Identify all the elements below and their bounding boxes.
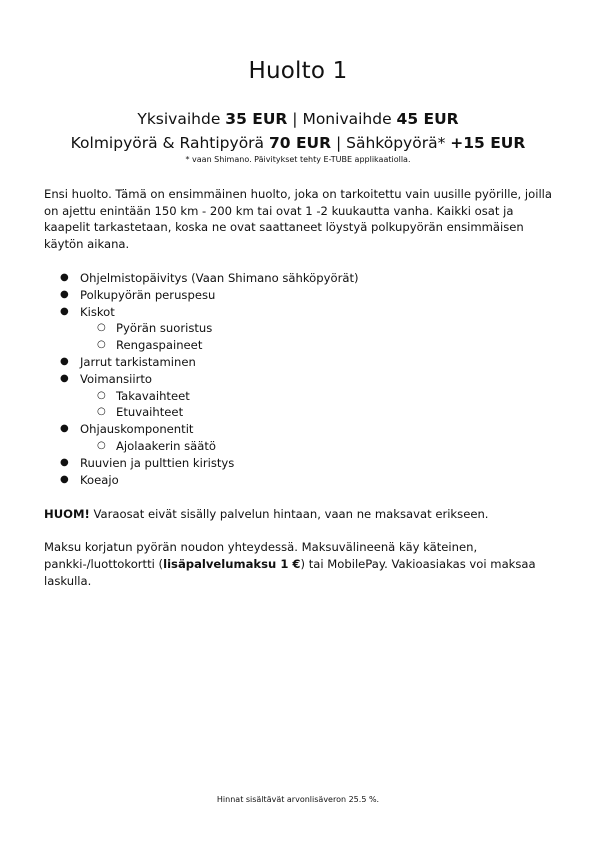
list-item: ● Voimansiirto	[60, 371, 152, 386]
payment-fee: lisäpalvelumaksu 1 €	[163, 557, 301, 571]
notice-text: Varaosat eivät sisälly palvelun hintaan, vaan ne maksavat erikseen.	[89, 507, 489, 521]
notice-paragraph	[44, 506, 556, 523]
price-multi-speed: 45 EUR	[396, 110, 459, 128]
payment-text-end: ) tai MobilePay. Vakioasiakas voi maksaa laskulla.	[44, 557, 536, 588]
sub-list-item: ○ Pyörän suoristus	[97, 321, 213, 336]
price-separator: |	[331, 134, 347, 152]
list-item: ● Ruuvien ja pulttien kiristys	[60, 455, 235, 470]
price-label-ebike: Sähköpyörä*	[346, 134, 451, 152]
price-footnote: * vaan Shimano. Päivitykset tehty E-TUBE applikaatiolla.	[185, 155, 411, 164]
price-separator: |	[287, 110, 303, 128]
bullet-icon: ●	[60, 423, 69, 435]
price-line-1	[0, 110, 596, 128]
circle-bullet-icon: ○	[97, 322, 106, 334]
price-single-speed: 35 EUR	[225, 110, 288, 128]
intro-paragraph: Ensi huolto. Tämä on ensimmäinen huolto, joka on tarkoitettu vain uusille pyörille, joilla on ajettu enintään 150 km - 200 km tai ovat 1 -2 kuukautta vanha. Kaikki osat ja kaapelit tarkastetaan, koska ne ovat saattaneet löystyä polkupyörän ensimmäisen käytön aikana.	[44, 187, 553, 251]
sub-list-item: ○ Rengaspaineet	[97, 338, 203, 353]
price-cargo: 70 EUR	[268, 134, 332, 152]
price-label-single-speed: Yksivaihde	[137, 110, 226, 128]
circle-bullet-icon: ○	[97, 406, 106, 418]
price-ebike: +15 EUR	[450, 134, 526, 152]
circle-bullet-icon: ○	[97, 339, 106, 351]
list-item: ● Ohjelmistopäivitys (Vaan Shimano sähköpyörät)	[60, 271, 359, 285]
bullet-icon: ●	[60, 372, 69, 384]
page-title: Huolto 1	[248, 58, 348, 84]
price-label-cargo: Kolmipyörä & Rahtipyörä	[70, 134, 269, 152]
sub-list-item: ○ Takavaihteet	[97, 388, 190, 403]
notice-label: HUOM!	[44, 507, 90, 521]
bullet-icon: ●	[60, 355, 69, 367]
sub-list-item: ○ Ajolaakerin säätö	[97, 438, 217, 453]
list-item: ● Koeajo	[60, 472, 119, 487]
bullet-icon: ●	[60, 305, 69, 317]
payment-text-start: Maksu korjatun pyörän noudon yhteydessä. Maksuvälineenä käy käteinen, pankki-/luottokortti (	[44, 540, 478, 571]
price-label-multi-speed: Monivaihde	[302, 110, 397, 128]
list-item: ● Polkupyörän peruspesu	[60, 287, 216, 302]
list-item: ● Jarrut tarkistaminen	[60, 354, 196, 369]
price-line-2	[0, 134, 596, 152]
bullet-icon: ●	[60, 473, 69, 485]
payment-paragraph	[44, 539, 556, 590]
circle-bullet-icon: ○	[97, 439, 106, 451]
sub-list-item: ○ Etuvaihteet	[97, 405, 184, 420]
bullet-icon: ●	[60, 456, 69, 468]
list-item: ● Kiskot	[60, 304, 115, 319]
bullet-icon: ●	[60, 272, 69, 283]
vat-footer: Hinnat sisältävät arvonlisäveron 25.5 %.	[216, 795, 380, 804]
list-item: ● Ohjauskomponentit	[60, 422, 194, 437]
bullet-icon: ●	[60, 288, 69, 300]
circle-bullet-icon: ○	[97, 389, 106, 401]
service-list	[44, 270, 544, 488]
